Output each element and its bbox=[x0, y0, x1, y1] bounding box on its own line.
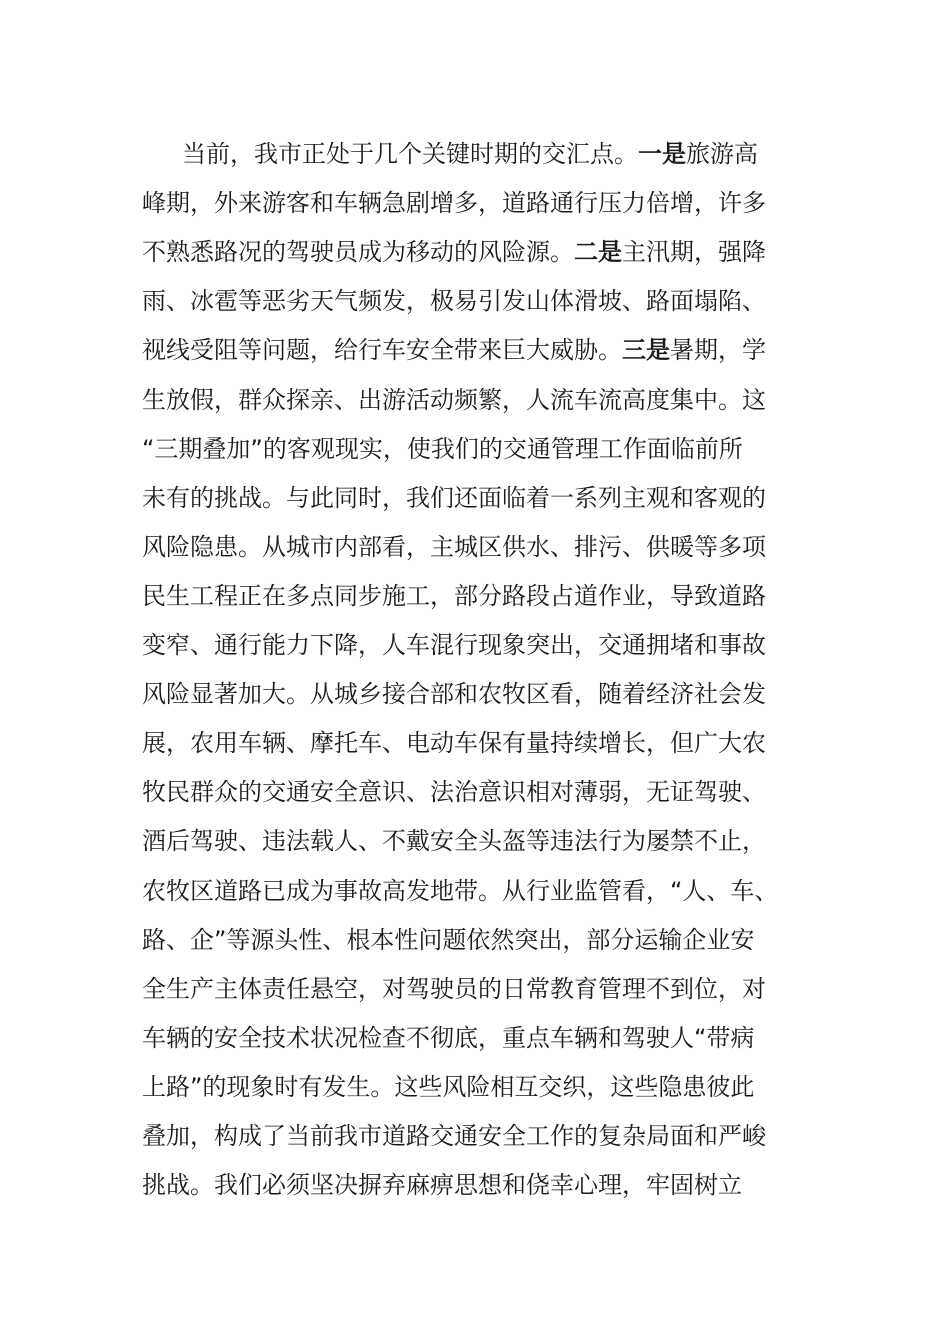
text-line bbox=[142, 969, 822, 1009]
text-line bbox=[142, 232, 822, 272]
text-line bbox=[142, 821, 822, 861]
text-line bbox=[142, 674, 822, 714]
line-text: 未有的挑战。与此同时，我们还面临着一系列主观和客观的 bbox=[142, 483, 766, 512]
text-line bbox=[142, 527, 822, 567]
line-text: 风险隐患。从城市内部看，主城区供水、排污、供暖等多项 bbox=[142, 532, 766, 561]
emphasis-text: 三是 bbox=[622, 336, 670, 365]
text-line bbox=[142, 478, 822, 518]
line-text: 主汛期，强降 bbox=[622, 238, 766, 267]
text-line bbox=[142, 772, 822, 812]
text-line bbox=[142, 1018, 822, 1058]
line-text: 民生工程正在多点同步施工，部分路段占道作业，导致道路 bbox=[142, 581, 766, 610]
line-text: “三期叠加”的客观现实，使我们的交通管理工作面临前所 bbox=[142, 434, 743, 463]
line-text: 风险显著加大。从城乡接合部和农牧区看，随着经济社会发 bbox=[142, 680, 766, 709]
line-text: 农牧区道路已成为事故高发地带。从行业监管看，“人、车、 bbox=[142, 876, 779, 905]
text-line bbox=[142, 723, 822, 763]
text-line bbox=[142, 429, 822, 469]
text-line bbox=[142, 1067, 822, 1107]
line-text: 路、企”等源头性、根本性问题依然突出，部分运输企业安 bbox=[142, 925, 755, 954]
line-text: 展，农用车辆、摩托车、电动车保有量持续增长，但广大农 bbox=[142, 729, 766, 758]
line-text: 旅游高 bbox=[686, 140, 758, 168]
line-text: 酒后驾驶、违法载人、不戴安全头盔等违法行为屡禁不止， bbox=[142, 827, 766, 856]
text-line bbox=[182, 134, 822, 174]
text-line bbox=[142, 1165, 822, 1205]
line-text: 视线受阻等问题，给行车安全带来巨大威胁。 bbox=[142, 336, 622, 365]
text-line bbox=[142, 330, 822, 370]
line-text: 上路”的现象时有发生。这些风险相互交织，这些隐患彼此 bbox=[142, 1072, 755, 1101]
line-text: 当前，我市正处于几个关键时期的交汇点。 bbox=[182, 140, 638, 168]
text-line bbox=[142, 380, 822, 420]
line-text: 不熟悉路况的驾驶员成为移动的风险源。 bbox=[142, 238, 574, 267]
line-text: 全生产主体责任悬空，对驾驶员的日常教育管理不到位，对 bbox=[142, 974, 766, 1003]
text-line bbox=[142, 1116, 822, 1156]
text-line bbox=[142, 871, 822, 911]
line-text: 变窄、通行能力下降，人车混行现象突出，交通拥堵和事故 bbox=[142, 631, 766, 659]
line-text: 雨、冰雹等恶劣天气频发，极易引发山体滑坡、路面塌陷、 bbox=[142, 287, 766, 316]
text-line bbox=[142, 183, 822, 223]
text-line bbox=[142, 281, 822, 321]
emphasis-text: 二是 bbox=[574, 238, 622, 267]
line-text: 生放假，群众探亲、出游活动频繁，人流车流高度集中。这 bbox=[142, 385, 766, 414]
text-line bbox=[142, 625, 822, 665]
line-text: 叠加，构成了当前我市道路交通安全工作的复杂局面和严峻 bbox=[142, 1122, 766, 1150]
line-text: 暑期，学 bbox=[670, 336, 766, 365]
line-text: 挑战。我们必须坚决摒弃麻痹思想和侥幸心理，牢固树立 bbox=[142, 1171, 742, 1200]
line-text: 峰期，外来游客和车辆急剧增多，道路通行压力倍增，许多 bbox=[142, 189, 766, 218]
line-text: 牧民群众的交通安全意识、法治意识相对薄弱，无证驾驶、 bbox=[142, 778, 766, 807]
text-line bbox=[142, 576, 822, 616]
line-text: 车辆的安全技术状况检查不彻底，重点车辆和驾驶人“带病 bbox=[142, 1023, 755, 1052]
emphasis-text: 一是 bbox=[638, 140, 686, 168]
text-line bbox=[142, 920, 822, 960]
